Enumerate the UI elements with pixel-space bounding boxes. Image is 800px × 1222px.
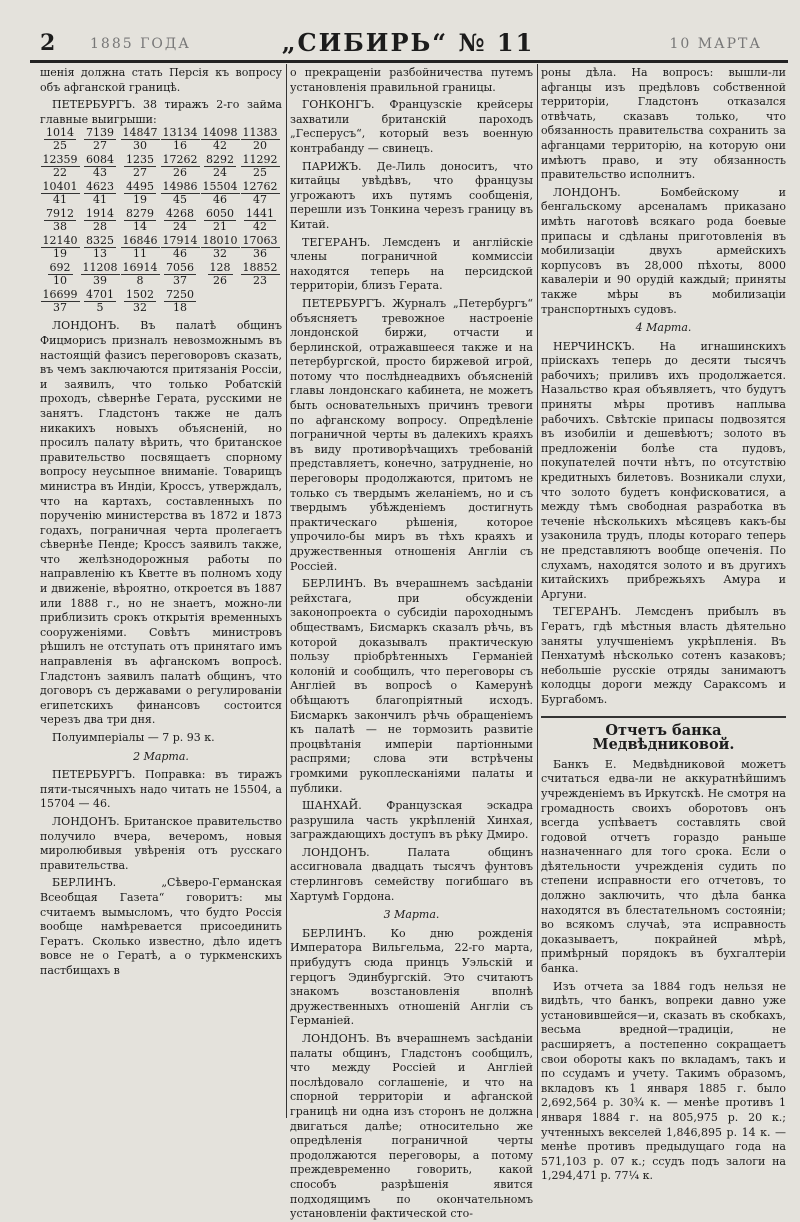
paragraph: ШАНХАЙ. Французская эскадра разрушила часть укрѣпленій Хинхая, заграждающихъ доступъ въ рѣку Дмиро. [290,799,533,842]
lottery-entry [120,262,160,287]
lottery-entry [40,208,80,233]
newspaper-title: „СИБИРЬ“ № 11 [281,28,535,57]
series-number: 21 [213,220,227,234]
lottery-entry [120,181,160,206]
lottery-entry [240,181,280,206]
series-number: 38 [53,220,67,234]
column-2 [290,66,533,1221]
series-number: 18 [173,301,187,315]
ticket-number: 11292 [242,153,278,167]
series-number: 26 [173,166,187,180]
ticket-number: 7139 [86,126,114,140]
lottery-entry [200,181,240,206]
series-number: 41 [93,193,107,207]
ticket-number: 12359 [42,153,78,167]
series-number: 19 [133,193,147,207]
ticket-number: 4701 [86,288,114,302]
series-number: 10 [53,274,67,288]
column-divider [537,64,538,1118]
paragraph: БЕРЛИНЪ. „Сѣверо-Германская Всеобщая Газета“ говоритъ: мы считаемъ вымысломъ, что будто Россія вообще намѣревается присоединить Гератъ. Сколько известно, дѣло идетъ вовсе не о Гератѣ, а о туркменскихъ пастбищахъ в [40,876,282,977]
series-number: 22 [53,166,67,180]
paragraph: роны дѣла. На вопросъ: вышли-ли афганцы изъ предѣловъ собственной территоріи, Гладстонъ отказался отвѣчать, сказавъ только, что обязанность правительства сохранить за афганцами территорію, на которую они имѣютъ право, и эту обязанность правительство исполнитъ. [541,66,786,182]
lottery-entry [120,289,160,314]
paragraph: ЛОНДОНЪ. Британское правительство получило вчера, вечеромъ, новыя миролюбивыя увѣренія отъ русскаго правительства. [40,814,282,872]
paragraph: ГОНКОНГЪ. Французскіе крейсеры захватили британскій пароходъ „Гесперусъ“, который везъ военную контрабанду — свинецъ. [290,98,533,155]
paragraph: шенія должна стать Персія къ вопросу объ афганской границѣ. [40,66,282,94]
ticket-number: 12140 [42,234,78,248]
bank-report-article [541,716,786,1184]
series-number: 45 [173,193,187,207]
series-number: 19 [53,247,67,261]
lottery-entry [200,208,240,233]
series-number: 11 [133,247,147,261]
series-number: 37 [53,301,67,315]
lottery-entry [240,262,280,287]
lottery-entry [240,235,280,260]
paragraph: ЛОНДОНЪ. Въ палатѣ общинъ Фицморисъ призналъ невозможнымъ въ настоящій фазисъ переговоровъ сказать, въ чемъ заключаются притязанія Россіи, и заявилъ, что только Робатскій проходъ, сѣвернѣе Герата, русскими не занятъ. Гладстонъ также не далъ никакихъ новыхъ объясненій, но просилъ палату вѣрить, что британское правительство посвящаетъ спорному вопросу неусыпное вниманіе. Товарищъ министра въ Индіи, Кроссъ, утверждалъ, что на картахъ, составленныхъ по порученію министерства въ 1872 и 1873 годахъ, пограничная черта пролегаетъ сѣвернѣе Пенде; Кроссъ заявилъ также, что желѣзнодорожныя работы по направленію къ Кветте въ полномъ ходу и движеніе, вѣроятно, откроется въ 1887 или 1888 г., но не знаетъ, можно-ли приблизить срокъ открытія временныхъ сооруженіями. Совѣтъ министровъ рѣшилъ не отступать отъ принятаго имъ направленія въ афганскомъ вопросѣ. Гладстонъ заявилъ палатѣ общинъ, что договоръ съ державами о регулированіи египетскихъ финансовъ состоится черезъ два три дня. [40,319,282,727]
ticket-number: 14847 [122,126,158,140]
lottery-entry [80,154,120,179]
paragraph: БЕРЛИНЪ. Ко дню рожденія Императора Вильгельма, 22-го марта, прибудутъ сюда принцъ Уэльскій и герцогъ Эдинбургскій. Это считаютъ знакомъ возстановленія вполнѣ дружественныхъ отношеній Англіи съ Германіей. [290,926,533,1028]
ticket-number: 18010 [202,234,238,248]
lottery-entry [240,154,280,179]
lottery-entry [240,127,280,152]
ticket-number: 18852 [242,261,278,275]
ticket-number: 17914 [162,234,198,248]
series-number: 32 [133,301,147,315]
ticket-number: 14098 [202,126,238,140]
lottery-entry [200,235,240,260]
ticket-number: 8292 [206,153,234,167]
paragraph: ЛОНДОНЪ. Палата общинъ ассигновала двадцать тысячъ фунтовъ стерлинговъ семейству погибшаго въ Хартумѣ Гордона. [290,845,533,903]
series-number: 24 [173,220,187,234]
series-number: 39 [93,274,107,288]
ticket-number: 7250 [166,288,194,302]
ticket-number: 16846 [122,234,158,248]
series-number: 20 [253,139,267,153]
lottery-entry [240,208,280,233]
ticket-number: 11383 [242,126,278,140]
series-number: 28 [93,220,107,234]
lottery-entry [160,208,200,233]
paragraph: ТЕГЕРАНЪ. Лемсденъ прибылъ въ Гератъ, гдѣ мѣстныя власть дѣятельно заняты улучшеніемъ укрѣпленія. Въ Пенхатумѣ нѣсколько сотенъ казаковъ; небольшіе русскіе отряды занимаютъ колодцы дороги между Сараксомъ и Бургабомъ. [541,605,786,706]
paragraph: ЛОНДОНЪ. Бомбейскому и бенгальскому арсеналамъ приказано имѣть наготовѣ всякаго рода боевые припасы и сдѣланы приготовленія въ мобилизаціи двухъ армейскихъ корпусовъ въ 28,000 пѣхоты, 8000 кавалеріи и 90 орудій каждый; приняты также мѣры въ мобилизаціи транспортныхъ судовъ. [541,185,786,316]
paragraph: ПАРИЖЪ. Де-Лиль доноситъ, что китайцы увѣдѣвъ, что французы угрожаютъ ихъ путямъ сообщенія, перешли изъ Тонкина черезъ границу въ Китай. [290,159,533,231]
series-number: 13 [93,247,107,261]
ticket-number: 16914 [122,261,158,275]
ticket-number: 692 [49,261,71,275]
series-number: 32 [213,247,227,261]
paragraph: ПЕТЕРБУРГЪ. Поправка: въ тиражъ пяти-тысячныхъ надо читать не 15504, а 15704 — 46. [40,768,282,811]
ticket-number: 8325 [86,234,114,248]
series-number: 46 [213,193,227,207]
series-number: 36 [253,247,267,261]
series-number: 26 [213,274,227,288]
ticket-number: 128 [209,261,231,275]
ticket-number: 13134 [162,126,198,140]
paragraph: НЕРЧИНСКЪ. На игнашинскихъ пріискахъ теперь до десяти тысячъ рабочихъ; приливъ ихъ продолжается. Назальство края объявляетъ, что будутъ приняты мѣры противъ наплыва рабочихъ. Свѣтскіе припасы подвозятся въ изобиліи и дешевѣютъ; золото въ предложеніи болѣе ста пудовъ, покупателей почти нѣтъ, по отсутствію кредитныхъ билетовъ. Возникали слухи, что золото будетъ конфисковатися, а между тѣмъ свободная разработка въ теченіе нѣсколькихъ мѣсяцевъ какъ-бы узаконила трудъ, плоды котораго теперь не представляютъ вообще опеченія. По слухамъ, находятся золото и въ другихъ китайскихъ прибрежьяхъ Амура и Аргуни. [541,339,786,601]
ticket-number: 12762 [242,180,278,194]
lottery-entry [160,235,200,260]
series-number: 25 [53,139,67,153]
ticket-number: 10401 [42,180,78,194]
lottery-entry [40,262,80,287]
ticket-number: 6084 [86,153,114,167]
ticket-number: 1502 [126,288,154,302]
series-number: 47 [253,193,267,207]
lottery-entry [80,235,120,260]
lottery-entry [120,154,160,179]
page-header [30,28,786,62]
paragraph: Банкъ Е. Медвѣдниковой можетъ считаться едва-ли не аккуратнѣйшимъ учрежденіемъ въ Иркутскѣ. Не смотря на громадность своихъ оборотовъ онъ всегда успѣваетъ составлять свой годовой отчетъ гораздо раньше назначеннаго для того срока. Если о дѣятельности учрежденія судить по степени исправности его отчетовъ, то должно заключить, что дѣла банка находятся въ блестательномъ состояніи; во всякомъ случаѣ, эта исправность доказываетъ, покрайней мѣрѣ, примѣрный порядокъ въ бухгалтеріи банка. [541,757,786,976]
column-1 [40,66,282,1114]
series-number: 25 [253,166,267,180]
lottery-entry [160,289,200,314]
column-3 [541,66,786,1183]
lottery-entry [80,289,120,314]
ticket-number: 1914 [86,207,114,221]
series-number: 37 [173,274,187,288]
date-heading: 4 Марта. [635,321,692,335]
lottery-entry [40,127,80,152]
ticket-number: 15504 [202,180,238,194]
ticket-number: 17063 [242,234,278,248]
lottery-entry [200,127,240,152]
ticket-number: 6050 [206,207,234,221]
series-number: 8 [136,274,144,288]
column-divider [286,64,287,1118]
series-number: 5 [96,301,104,315]
series-number: 14 [133,220,147,234]
header-date: 10 МАРТА [669,36,762,52]
paragraph: ТЕГЕРАНЪ. Лемсденъ и англійскіе члены пограничной коммиссіи находятся теперь на персидской территоріи, близъ Герата. [290,235,533,293]
lottery-entry [40,154,80,179]
lottery-intro: ПЕТЕРБУРГЪ. 38 тиражъ 2-го займа главные выигрыши: [40,98,282,126]
paragraph: БЕРЛИНЪ. Въ вчерашнемъ засѣданіи рейхстага, при обсужденіи законопроекта о субсидіи пароходнымъ обществамъ, Бисмаркъ сказалъ рѣчь, въ которой доказывалъ практическую пользу пріобрѣтенныхъ Германіей колоній и сообщилъ, что переговоры съ Англіей въ вопросѣ о Камерунѣ обѣщаютъ благопріятный исходъ. Бисмаркъ закончилъ рѣчь обращеніемъ къ палатѣ — не тормозить развитіе процвѣтанія имперіи партіонными распрями; слова эти встрѣчены громкими рукоплесканіями палаты и публики. [290,577,533,795]
ticket-number: 11208 [82,261,118,275]
ticket-number: 16699 [42,288,78,302]
ticket-number: 14986 [162,180,198,194]
ticket-number: 7912 [46,207,74,221]
lottery-entry [200,262,240,287]
ticket-number: 7056 [166,261,194,275]
lottery-entry [40,289,80,314]
series-number: 46 [173,247,187,261]
series-number: 27 [93,139,107,153]
date-heading: 3 Марта. [383,908,440,922]
ticket-number: 17262 [162,153,198,167]
lottery-entry [80,262,120,287]
series-number: 41 [53,193,67,207]
article-title: Отчетъ банка Медвѣдниковой. [592,721,735,754]
paragraph: Изъ отчета за 1884 годъ нельзя не видѣть, что банкъ, вопреки давно уже установившейся—и, сказать въ скобкахъ, весьма вредной—традиціи, не расширяетъ, а постепенно сокращаетъ свои обороты какъ по вкладамъ, такъ и по ссудамъ и учету. Такимъ образомъ, вкладовъ къ 1 января 1885 г. было 2,692,564 р. 30¾ к. — менѣе противъ 1 января 1884 г. на 805,975 р. 20 к.; учтенныхъ векселей 1,846,895 р. 14 к. — менѣе противъ предыдущаго года на 571,103 р. 07 к.; ссудъ подъ залоги на 1,294,471 р. 77¼ к. [541,979,786,1183]
lottery-entry [40,181,80,206]
ticket-number: 4623 [86,180,114,194]
paragraph: о прекращеніи разбойничества путемъ установленія правильной границы. [290,66,533,94]
series-number: 42 [253,220,267,234]
series-number: 16 [173,139,187,153]
ticket-number: 4495 [126,180,154,194]
lottery-entry [160,181,200,206]
series-number: 23 [253,274,267,288]
paragraph: ПЕТЕРБУРГЪ. Журналъ „Петербургъ“ объясняетъ тревожное настроеніе лондонской биржи, отчасти и берлинской, отражавшееся также и на петербургской, просто биржевой игрой, потому что послѣднеадвихъ объясненій главы лондонскаго кабинета, не можетъ быть основательныхъ причинъ тревоги по афганскому вопросу. Опредѣленіе пограничной черты въ далекихъ краяхъ въ виду противорѣчащихъ требованій представляетъ, конечно, затрудненіе, но переговоры продолжаются, притомъ не только съ твердымъ желаніемъ, но и съ твердымъ убѣжденіемъ достигнуть практическаго рѣшенія, которое упрочило-бы миръ въ тѣхъ краяхъ и дружественныя отношенія Англіи съ Россіей. [290,296,533,573]
series-number: 30 [133,139,147,153]
header-rule [30,60,788,63]
lottery-entry [160,127,200,152]
lottery-entry [200,154,240,179]
lottery-entry [80,208,120,233]
series-number: 43 [93,166,107,180]
ticket-number: 8279 [126,207,154,221]
ticket-number: 1235 [126,153,154,167]
lottery-table [40,98,282,316]
lottery-entry [40,235,80,260]
series-number: 27 [133,166,147,180]
lottery-entry [120,127,160,152]
ticket-number: 4268 [166,207,194,221]
lottery-entry [160,262,200,287]
ticket-number: 1441 [246,207,274,221]
paragraph: ЛОНДОНЪ. Въ вчерашнемъ засѣданіи палаты общинъ, Гладстонъ сообщилъ, что между Россіей и Англіей послѣдовало соглашеніе, и что на спорной территоріи и афганской границѣ ни одна изъ сторонъ не должна двигаться далѣе; относительно же опредѣленія пограничной черты продолжаются переговоры, а потому преждевременно говорить, какой способъ разрѣшенія явится подходящимъ по окончательномъ установленіи фактической сто- [290,1032,533,1221]
lottery-entry [80,181,120,206]
lottery-entry [120,208,160,233]
paragraph: Полуимперіалы — 7 р. 93 к. [52,731,215,744]
series-number: 24 [213,166,227,180]
lottery-entry [80,127,120,152]
page-number: 2 [40,30,56,56]
lottery-entry [120,235,160,260]
series-number: 42 [213,139,227,153]
date-heading: 2 Марта. [133,749,189,763]
ticket-number: 1014 [46,126,74,140]
header-year: 1885 ГОДА [90,36,191,52]
lottery-entry [160,154,200,179]
